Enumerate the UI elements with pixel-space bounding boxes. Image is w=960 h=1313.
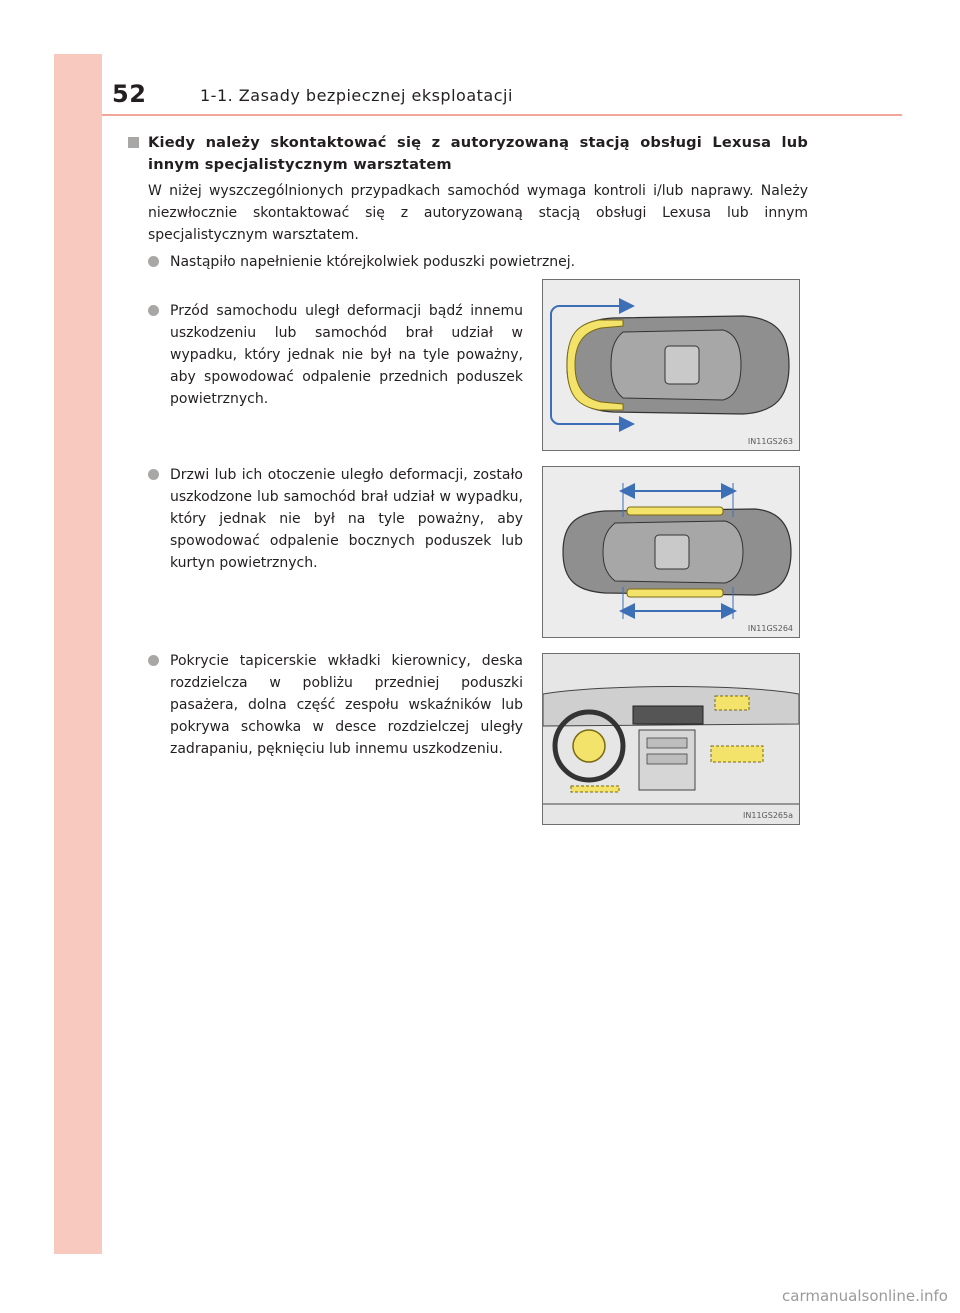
heading-text: Kiedy należy skontaktować się z autoryzowaną stacją obsługi Lexusa lub innym specjalistycznym warsztatem [148,134,808,173]
square-bullet-icon [128,137,139,148]
intro-paragraph: W niżej wyszczególnionych przypadkach samochód wymaga kontroli i/lub naprawy. Należy niezwłocznie skontaktować się z autoryzowaną stacją obsługi Lexusa lub innym specjalistycznym warsztatem. [148,183,808,243]
figure-side-damage [542,466,800,638]
page-number: 52 [112,80,147,108]
dashboard-illustration [543,654,799,824]
section-title: 1-1. Zasady bezpiecznej eksploatacji [200,86,513,105]
bullet-text: Pokrycie tapicerskie wkładki kierownicy, deska rozdzielcza w pobliżu przedniej poduszki pasażera, dolna część zespołu wskaźników lub pokrywa schowka w desce rozdzielczej uległy zadrapaniu, pęknięciu lub innemu uszkodzeniu. [170,653,523,757]
bullet-item [148,300,523,410]
bullet-text: Drzwi lub ich otoczenie uległo deformacji, zostało uszkodzone lub samochód brał udział w wypadku, który jednak nie był na tyle poważny, aby spowodować odpalenie bocznych poduszek lub kurtyn powietrznych. [170,467,523,571]
bullet-text: Przód samochodu uległ deformacji bądź innemu uszkodzeniu lub samochód brał udział w wypadku, który jednak nie był na tyle poważny, aby spowodować odpalenie przednich poduszek powietrznych. [170,303,523,407]
car-top-view-illustration [543,280,799,450]
watermark: carmanualsonline.info [782,1287,948,1305]
car-top-view-illustration [543,467,799,637]
bullet-item [148,464,523,574]
figure-code: IN11GS264 [747,624,793,633]
bullet-item [148,650,523,760]
bullet-item [148,251,808,273]
figure-front-damage [542,279,800,451]
figure-code: IN11GS265a [743,811,793,820]
round-bullet-icon [148,256,159,267]
round-bullet-icon [148,305,159,316]
figure-dashboard-damage [542,653,800,825]
bullet-text: Nastąpiło napełnienie którejkolwiek poduszki powietrznej. [170,254,576,270]
section-heading [128,132,808,176]
figure-code: IN11GS263 [747,437,793,446]
round-bullet-icon [148,469,159,480]
side-margin-strip [54,54,102,1254]
round-bullet-icon [148,655,159,666]
header-divider [102,114,902,116]
